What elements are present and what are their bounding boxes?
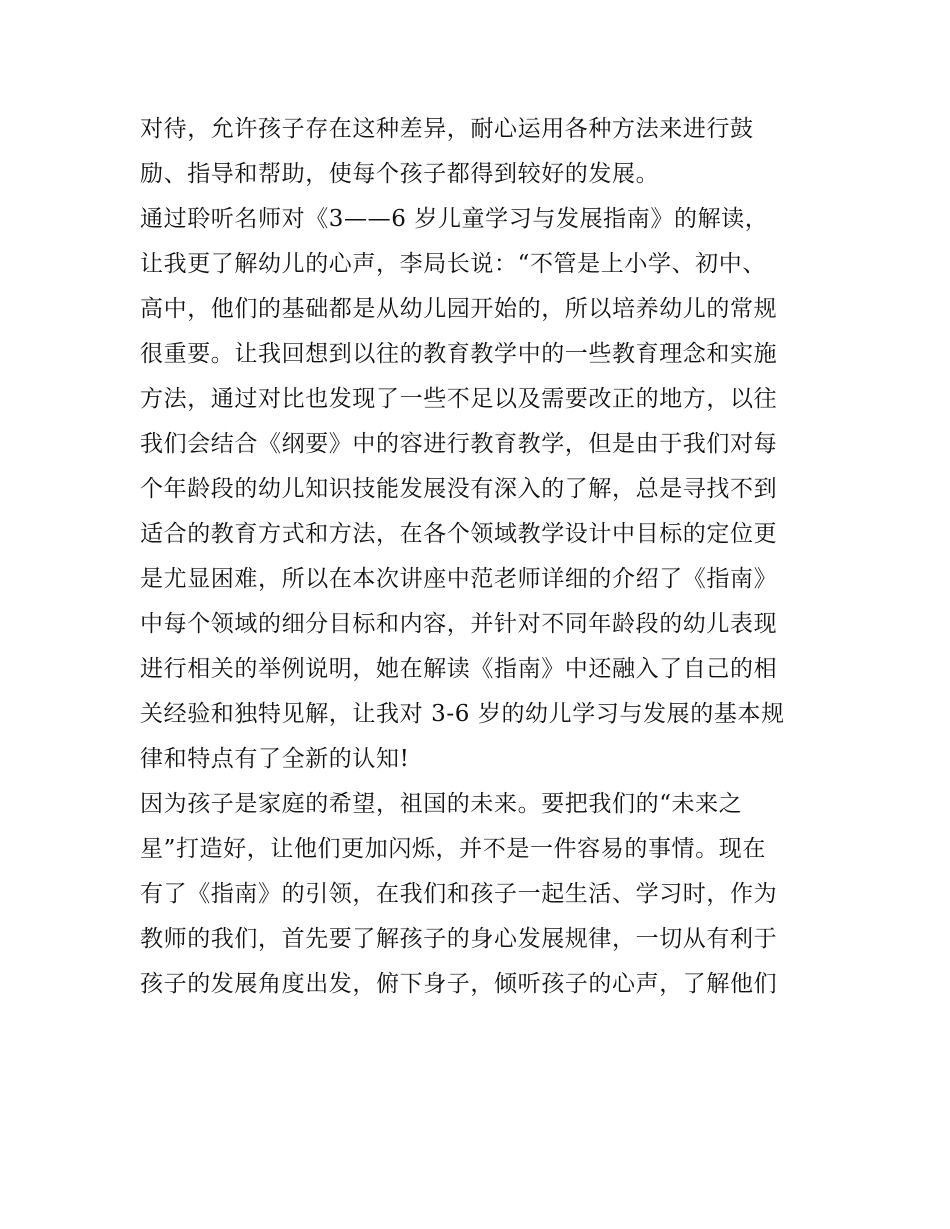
text-line-2: 励、指导和帮助，使每个孩子都得到较好的发展。 xyxy=(140,161,660,187)
text-line-20: 孩子的发展角度出发，俯下身子，倾听孩子的心声，了解他们 xyxy=(140,971,778,997)
text-line-13: 进行相关的举例说明，她在解读《指南》中还融入了自己的相 xyxy=(140,656,778,682)
text-line-17: 星”打造好，让他们更加闪烁，并不是一件容易的事情。现在 xyxy=(140,836,766,862)
text-line-5: 高中，他们的基础都是从幼儿园开始的，所以培养幼儿的常规 xyxy=(140,296,778,322)
text-line-8: 我们会结合《纲要》中的容进行教育教学，但是由于我们对每 xyxy=(140,431,778,457)
text-line-10: 适合的教育方式和方法，在各个领域教学设计中目标的定位更 xyxy=(140,521,778,547)
text-line-19: 教师的我们，首先要了解孩子的身心发展规律，一切从有利于 xyxy=(140,926,778,952)
text-line-9: 个年龄段的幼儿知识技能发展没有深入的了解，总是寻找不到 xyxy=(140,476,778,502)
text-line-3: 通过聆听名师对《3——6 岁儿童学习与发展指南》的解读， xyxy=(140,206,769,232)
text-line-4: 让我更了解幼儿的心声，李局长说：“不管是上小学、初中、 xyxy=(140,251,766,277)
text-line-16: 因为孩子是家庭的希望，祖国的未来。要把我们的“未来之 xyxy=(140,791,743,817)
text-line-15: 律和特点有了全新的认知! xyxy=(140,746,410,772)
text-line-11: 是尤显困难，所以在本次讲座中范老师详细的介绍了《指南》 xyxy=(140,566,778,592)
text-line-7: 方法，通过对比也发现了一些不足以及需要改正的地方，以往 xyxy=(140,386,778,412)
text-line-14: 关经验和独特见解，让我对 3-6 岁的幼儿学习与发展的基本规 xyxy=(140,701,785,727)
text-line-1: 对待，允许孩子存在这种差异，耐心运用各种方法来进行鼓 xyxy=(140,116,754,142)
text-line-6: 很重要。让我回想到以往的教育教学中的一些教育理念和实施 xyxy=(140,341,778,367)
text-line-12: 中每个领域的细分目标和内容，并针对不同年龄段的幼儿表现 xyxy=(140,611,778,637)
text-line-18: 有了《指南》的引领，在我们和孩子一起生活、学习时，作为 xyxy=(140,881,778,907)
body-text xyxy=(140,107,840,1007)
